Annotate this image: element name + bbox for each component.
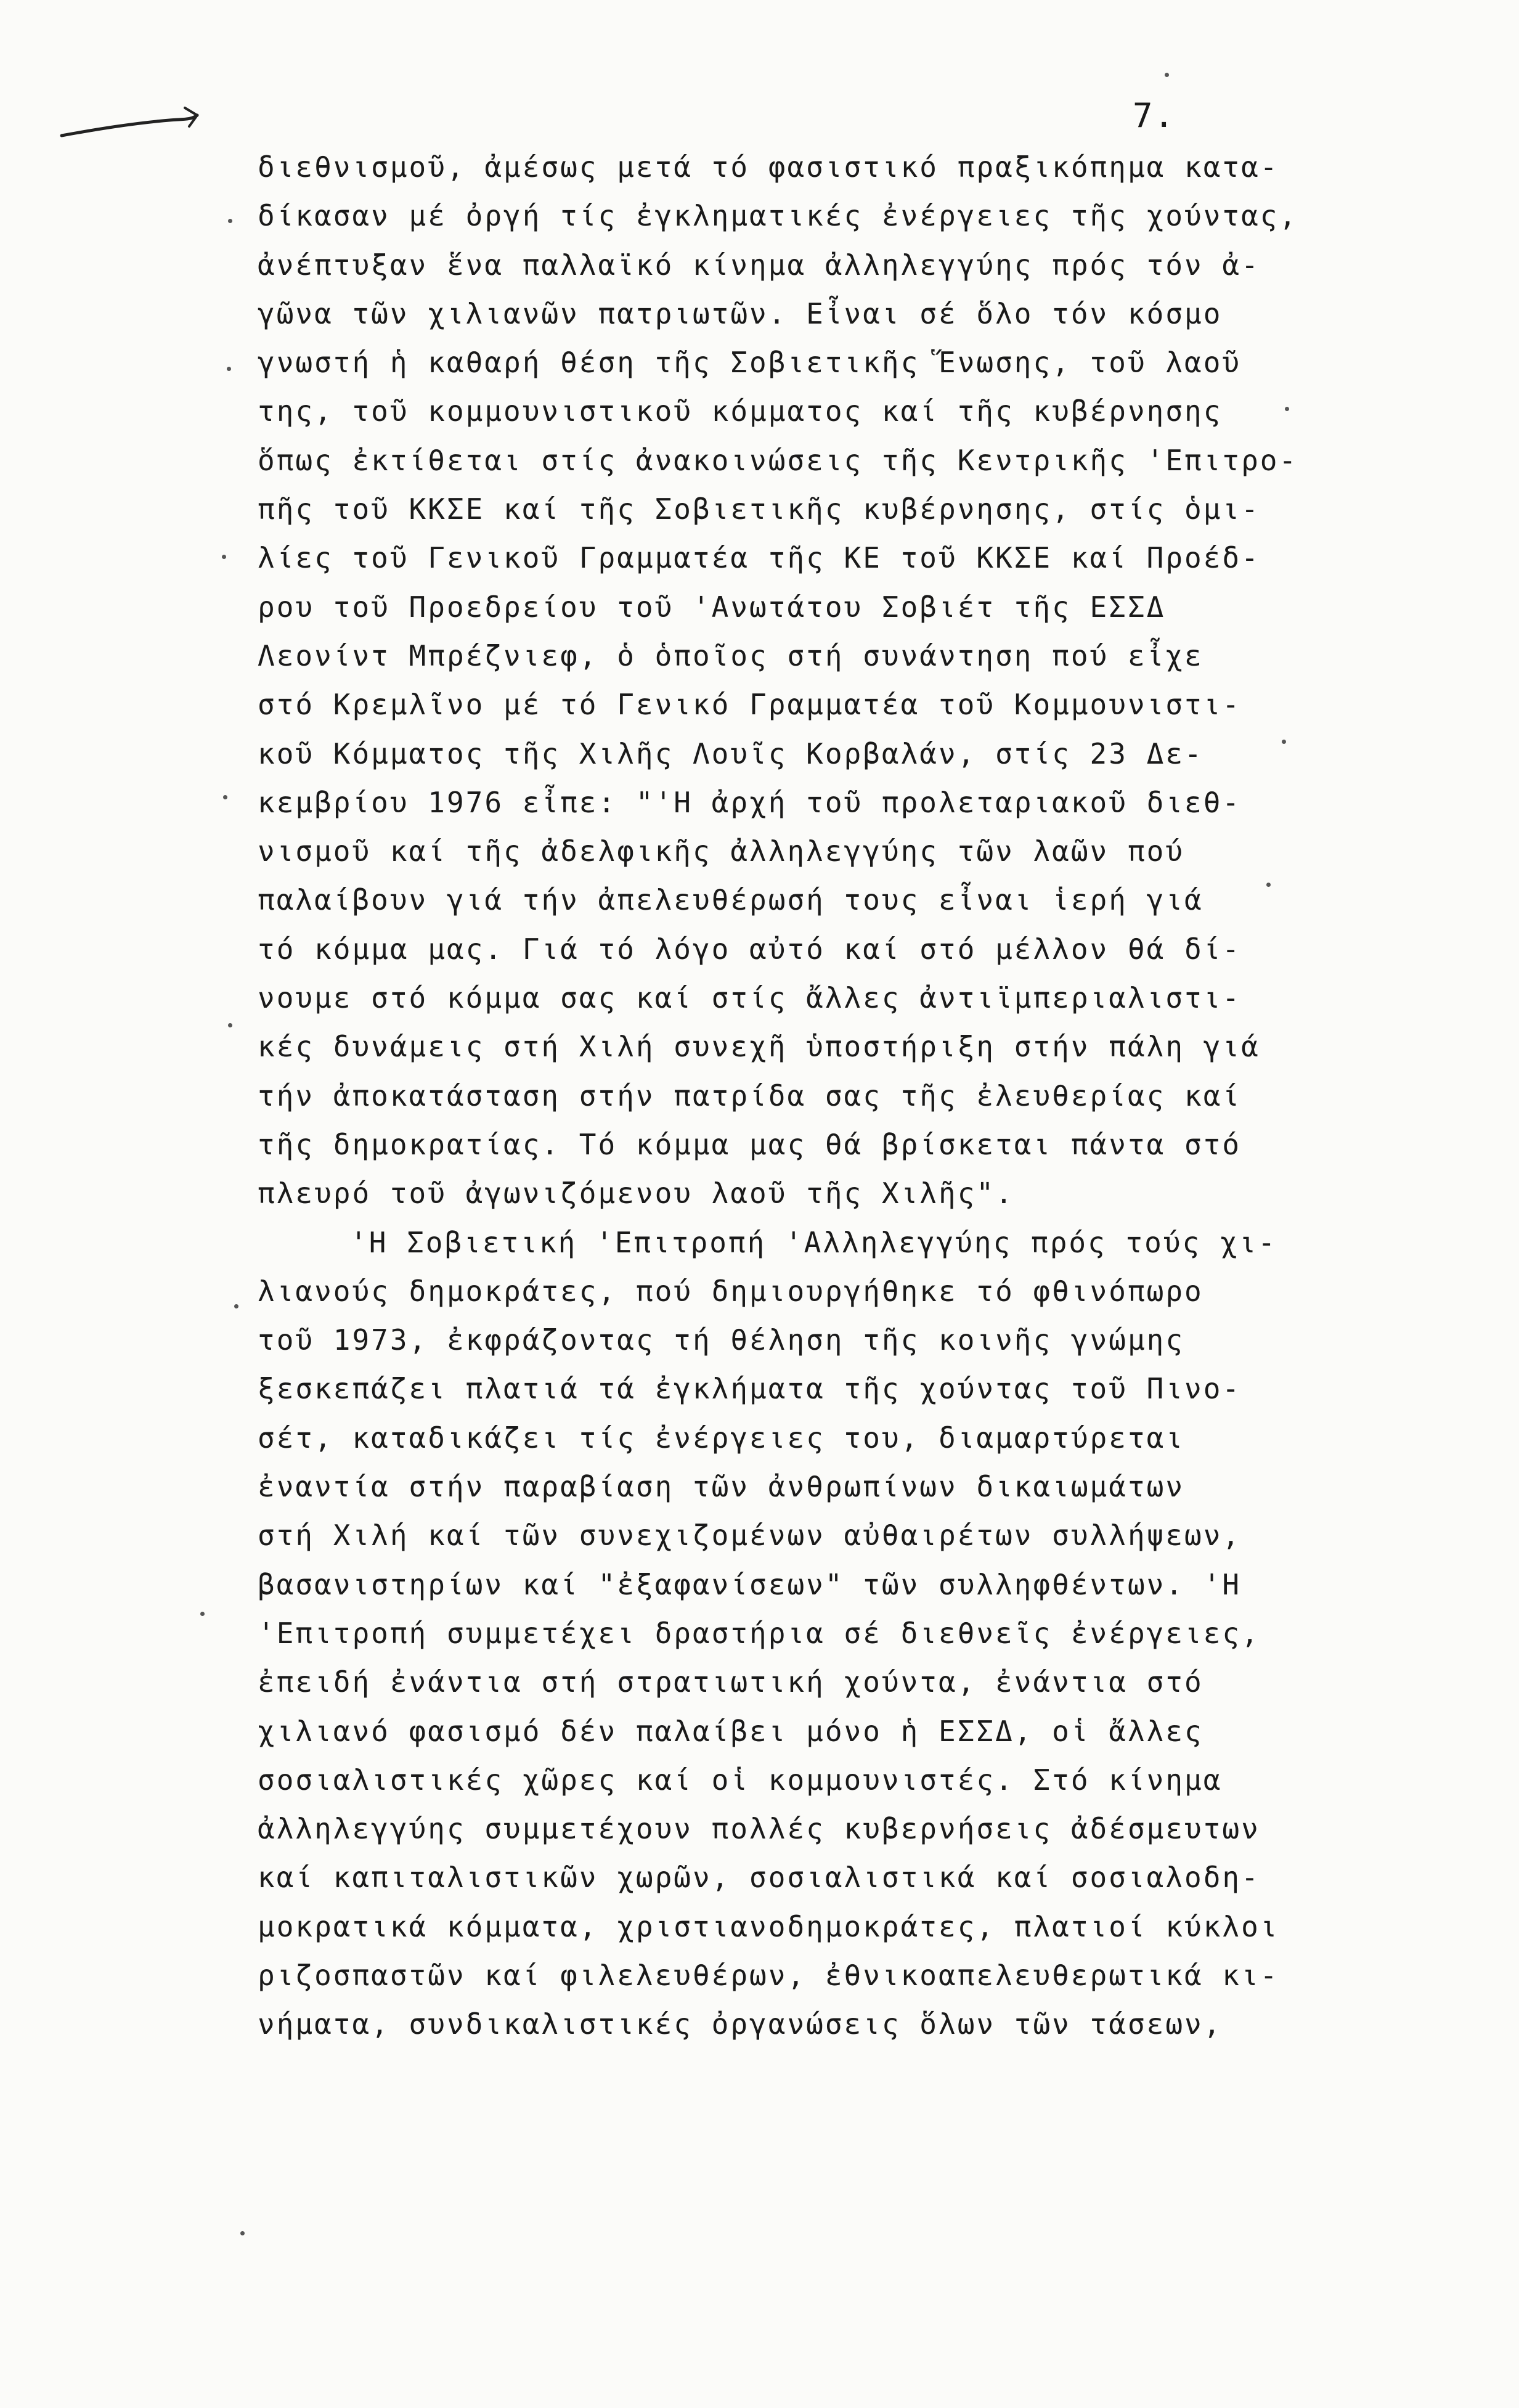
speck-mark [228,219,232,223]
speck-mark [240,2231,245,2235]
text-line: κοῦ Κόμματος τῆς Χιλῆς Λουῖς Κορβαλάν, στίς 23 Δε- [258,737,1203,770]
text-line: γνωστή ἡ καθαρή θέση τῆς Σοβιετικῆς Ἕνωσης, τοῦ λαοῦ [258,346,1242,380]
text-line: διεθνισμοῦ, ἀμέσως μετά τό φασιστικό πραξικόπημα κατα- [258,150,1279,184]
text-line: ἐναντία στήν παραβίαση τῶν ἀνθρωπίνων δικαιωμάτων [258,1470,1185,1504]
text-line: ρου τοῦ Προεδρείου τοῦ 'Ανωτάτου Σοβιέτ τῆς ΕΣΣΔ [258,590,1166,624]
text-line: στή Χιλή καί τῶν συνεχιζομένων αὐθαιρέτων συλλήψεων, [258,1519,1242,1553]
text-line: χιλιανό φασισμό δέν παλαίβει μόνο ἡ ΕΣΣΔ, οἱ ἄλλες [258,1714,1203,1748]
speck-mark [222,555,226,559]
text-line: νήματα, συνδικαλιστικές ὀργανώσεις ὅλων τῶν τάσεων, [258,2007,1223,2041]
text-line: ἐπειδή ἐνάντια στή στρατιωτική χούντα, ἐνάντια στό [258,1665,1203,1699]
text-line: παλαίβουν γιά τήν ἀπελευθέρωσή τους εἶναι ἱερή γιά [258,883,1203,917]
text-line: γῶνα τῶν χιλιανῶν πατριωτῶν. Εἶναι σέ ὅλο τόν κόσμο [258,296,1223,330]
speck-mark [227,367,231,371]
text-line: σέτ, καταδικάζει τίς ἐνέργειες του, διαμαρτύρεται [258,1421,1185,1455]
speck-mark [1285,407,1289,411]
text-line: κεμβρίου 1976 εἶπε: "'Η ἀρχή τοῦ προλεταριακοῦ διεθ- [258,785,1242,819]
text-line: της, τοῦ κομμουνιστικοῦ κόμματος καί τῆς κυβέρνησης [258,394,1223,428]
text-line: πῆς τοῦ ΚΚΣΕ καί τῆς Σοβιετικῆς κυβέρνησης, στίς ὁμι- [258,492,1260,526]
text-line: πλευρό τοῦ ἀγωνιζόμενου λαοῦ τῆς Χιλῆς". [258,1177,1014,1210]
speck-mark [1266,883,1271,887]
text-line: μοκρατικά κόμματα, χριστιανοδημοκράτες, πλατιοί κύκλοι [258,1909,1279,1943]
speck-mark [1282,740,1286,744]
text-line: νουμε στό κόμμα σας καί στίς ἄλλες ἀντιϊμπεριαλιστι- [258,981,1242,1015]
text-line: βασανιστηρίων καί "ἐξαφανίσεων" τῶν συλληφθέντων. 'Η [258,1567,1242,1601]
text-line: 'Επιτροπή συμμετέχει δραστήρια σέ διεθνεῖς ἐνέργειες, [258,1616,1260,1650]
text-line: ἀλληλεγγύης συμμετέχουν πολλές κυβερνήσεις ἀδέσμευτων [258,1812,1260,1846]
text-line: λίες τοῦ Γενικοῦ Γραμματέα τῆς ΚΕ τοῦ ΚΚΣΕ καί Προέδ- [258,541,1260,575]
body-text [258,143,1317,2049]
speck-mark [223,795,227,799]
speck-mark [200,1612,205,1616]
text-line: ριζοσπαστῶν καί φιλελευθέρων, ἐθνικοαπελευθερωτικά κι- [258,1958,1279,1992]
text-line: σοσιαλιστικές χῶρες καί οἱ κομμουνιστές. Στό κίνημα [258,1763,1223,1797]
text-line: καί καπιταλιστικῶν χωρῶν, σοσιαλιστικά καί σοσιαλοδη- [258,1861,1260,1895]
text-line: τοῦ 1973, ἐκφράζοντας τή θέληση τῆς κοινῆς γνώμης [258,1323,1185,1357]
page-number: 7. [1133,96,1176,135]
text-line: ξεσκεπάζει πλατιά τά ἐγκλήματα τῆς χούντας τοῦ Πινο- [258,1372,1242,1406]
text-line: δίκασαν μέ ὀργή τίς ἐγκληματικές ἐνέργειες τῆς χούντας, [258,199,1298,233]
text-line: νισμοῦ καί τῆς ἀδελφικῆς ἀλληλεγγύης τῶν λαῶν πού [258,835,1185,868]
speck-mark [234,1304,238,1308]
text-line: 'Η Σοβιετική 'Επιτροπή 'Αλληλεγγύης πρός τούς χι- [350,1225,1277,1259]
speck-mark [1165,73,1169,77]
text-line: τῆς δημοκρατίας. Τό κόμμα μας θά βρίσκεται πάντα στό [258,1127,1242,1161]
text-line: κές δυνάμεις στή Χιλή συνεχῆ ὑποστήριξη στήν πάλη γιά [258,1030,1260,1064]
speck-mark [228,1023,232,1027]
pen-mark-icon [59,102,206,145]
text-line: λιανούς δημοκράτες, πού δημιουργήθηκε τό φθινόπωρο [258,1274,1203,1308]
text-line: τό κόμμα μας. Γιά τό λόγο αὐτό καί στό μέλλον θά δί- [258,932,1242,966]
text-line: ἀνέπτυξαν ἕνα παλλαϊκό κίνημα ἀλληλεγγύης πρός τόν ἀ- [258,248,1260,282]
text-line: στό Κρεμλῖνο μέ τό Γενικό Γραμματέα τοῦ Κομμουνιστι- [258,688,1242,722]
text-line: Λεονίντ Μπρέζνιεφ, ὁ ὁποῖος στή συνάντηση πού εἶχε [258,639,1203,672]
text-line: ὅπως ἐκτίθεται στίς ἀνακοινώσεις τῆς Κεντρικῆς 'Επιτρο- [258,443,1298,477]
text-line: τήν ἀποκατάσταση στήν πατρίδα σας τῆς ἐλευθερίας καί [258,1079,1242,1112]
